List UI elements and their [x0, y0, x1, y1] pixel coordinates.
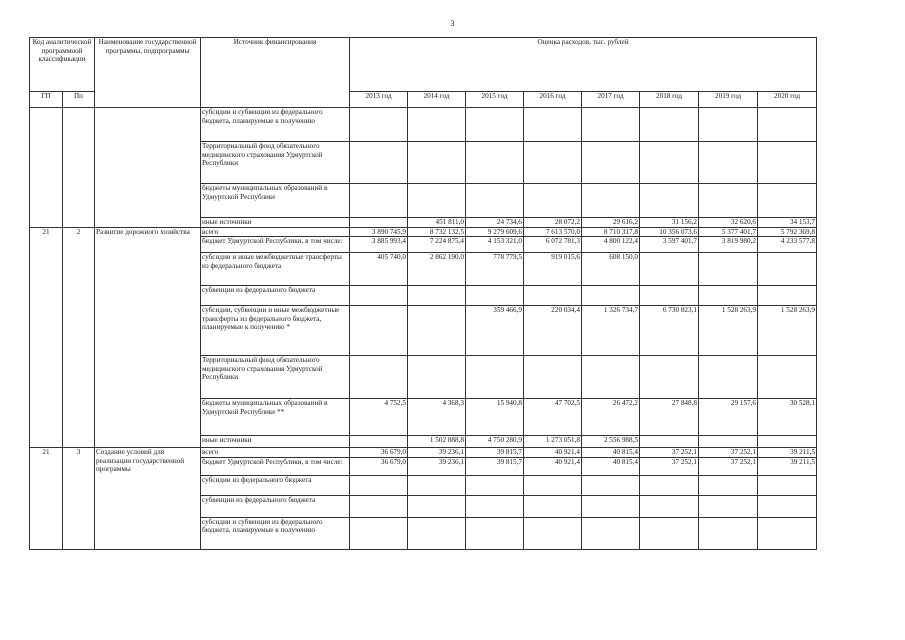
year-value: 39 211,5 — [758, 448, 817, 458]
year-value: 40 921,4 — [524, 448, 582, 458]
funding-source: субсидии и субвенции из федерального бюджета, планируемые к получению — [201, 108, 350, 142]
year-value: 4 153 321,0 — [466, 237, 524, 253]
funding-source: субсидии из федерального бюджета — [201, 475, 350, 495]
year-value: 37 252,1 — [699, 457, 758, 475]
year-value — [758, 517, 817, 549]
year-value — [350, 286, 408, 306]
year-value: 15 940,8 — [466, 399, 524, 436]
year-value — [640, 436, 699, 448]
year-value: 8 732 132,5 — [408, 227, 466, 237]
funding-source: бюджеты муниципальных образований в Удмуртской Республике ** — [201, 399, 350, 436]
year-value: 7 613 570,0 — [524, 227, 582, 237]
year-value — [524, 108, 582, 142]
year-value — [466, 286, 524, 306]
funding-source: бюджеты муниципальных образований в Удмуртской Республике — [201, 184, 350, 218]
year-value: 9 279 609,6 — [466, 227, 524, 237]
year-value: 1 326 734,7 — [582, 306, 640, 356]
year-value — [408, 286, 466, 306]
year-value: 2 556 988,5 — [582, 436, 640, 448]
year-value: 451 811,0 — [408, 218, 466, 228]
year-value — [582, 184, 640, 218]
year-value — [466, 184, 524, 218]
year-value: 2 862 190,0 — [408, 253, 466, 286]
year-value — [699, 108, 758, 142]
year-value: 919 015,6 — [524, 253, 582, 286]
year-value: 778 779,5 — [466, 253, 524, 286]
header-code-group: Код аналитической программной классификации — [30, 38, 95, 92]
year-value — [350, 495, 408, 517]
year-value: 47 702,5 — [524, 399, 582, 436]
program-name: Развитие дорожного хозяйства — [95, 227, 201, 448]
year-value: 4 800 122,4 — [582, 237, 640, 253]
funding-source: субвенции из федерального бюджета — [201, 495, 350, 517]
year-value — [640, 517, 699, 549]
year-value — [640, 142, 699, 184]
year-value — [524, 356, 582, 399]
program-name: Создание условий для реализации государственной программы — [95, 448, 201, 550]
funding-source: всего — [201, 448, 350, 458]
table-row — [30, 108, 817, 142]
year-value — [466, 475, 524, 495]
year-value: 40 815,4 — [582, 448, 640, 458]
year-value: 37 252,1 — [640, 457, 699, 475]
year-value: 27 848,8 — [640, 399, 699, 436]
year-value: 39 236,1 — [408, 457, 466, 475]
year-value: 39 815,7 — [466, 448, 524, 458]
year-value — [582, 286, 640, 306]
year-value — [408, 184, 466, 218]
year-value — [408, 356, 466, 399]
year-value: 359 466,9 — [466, 306, 524, 356]
year-value — [408, 142, 466, 184]
year-value — [466, 108, 524, 142]
year-value — [699, 286, 758, 306]
year-value: 1 528 263,9 — [699, 306, 758, 356]
table-body — [30, 108, 817, 550]
year-value: 5 792 369,8 — [758, 227, 817, 237]
funding-source: субсидии и субвенции из федерального бюджета, планируемые к получению — [201, 517, 350, 549]
program-name — [95, 108, 201, 228]
year-value: 36 679,0 — [350, 457, 408, 475]
year-value — [408, 517, 466, 549]
pp-code: 3 — [63, 448, 95, 550]
header-year: 2014 год — [408, 92, 466, 108]
year-value — [640, 253, 699, 286]
year-value — [758, 356, 817, 399]
header-estimate: Оценка расходов, тыс. рублей — [350, 38, 817, 92]
year-value — [699, 436, 758, 448]
expenditure-table — [29, 37, 817, 550]
year-value — [699, 517, 758, 549]
funding-source: Территориальный фонд обязательного медицинского страхования Удмуртской Республики — [201, 142, 350, 184]
year-value: 10 356 073,6 — [640, 227, 699, 237]
year-value — [699, 253, 758, 286]
year-value: 8 710 317,8 — [582, 227, 640, 237]
year-value: 5 377 401,7 — [699, 227, 758, 237]
header-source: Источник финансирования — [201, 38, 350, 108]
gp-code: 21 — [30, 448, 63, 550]
year-value — [699, 356, 758, 399]
year-value — [758, 495, 817, 517]
year-value — [524, 184, 582, 218]
year-value: 1 273 051,8 — [524, 436, 582, 448]
year-value — [350, 108, 408, 142]
year-value: 3 819 980,2 — [699, 237, 758, 253]
year-value: 40 815,4 — [582, 457, 640, 475]
year-value — [758, 184, 817, 218]
year-value — [582, 108, 640, 142]
header-pp: Пп — [63, 92, 95, 108]
year-value — [758, 475, 817, 495]
header-year: 2015 год — [466, 92, 524, 108]
year-value — [466, 495, 524, 517]
header-year: 2016 год — [524, 92, 582, 108]
year-value: 4 233 577,8 — [758, 237, 817, 253]
year-value: 32 620,6 — [699, 218, 758, 228]
year-value: 29 157,6 — [699, 399, 758, 436]
header-gp: ГП — [30, 92, 63, 108]
year-value — [640, 286, 699, 306]
year-value — [350, 184, 408, 218]
year-value — [640, 108, 699, 142]
year-value — [758, 286, 817, 306]
funding-source: иные источники — [201, 218, 350, 228]
year-value — [582, 356, 640, 399]
year-value: 1 502 888,8 — [408, 436, 466, 448]
year-value — [350, 475, 408, 495]
year-value — [350, 218, 408, 228]
year-value: 3 597 401,7 — [640, 237, 699, 253]
year-value: 1 528 263,9 — [758, 306, 817, 356]
year-value — [408, 108, 466, 142]
year-value: 39 815,7 — [466, 457, 524, 475]
year-value — [466, 356, 524, 399]
year-value: 4 368,3 — [408, 399, 466, 436]
year-value: 28 072,2 — [524, 218, 582, 228]
year-value: 608 150,0 — [582, 253, 640, 286]
year-value: 7 224 875,4 — [408, 237, 466, 253]
year-value: 6 730 823,1 — [640, 306, 699, 356]
gp-code — [30, 108, 63, 228]
year-value: 39 236,1 — [408, 448, 466, 458]
header-year: 2013 год — [350, 92, 408, 108]
year-value — [408, 475, 466, 495]
year-value: 4 752,5 — [350, 399, 408, 436]
year-value — [758, 108, 817, 142]
year-value: 405 740,0 — [350, 253, 408, 286]
funding-source: иные источники — [201, 436, 350, 448]
header-year: 2019 год — [699, 92, 758, 108]
year-value — [640, 495, 699, 517]
year-value — [408, 306, 466, 356]
header-year: 2020 год — [758, 92, 817, 108]
year-value — [758, 253, 817, 286]
year-value — [524, 495, 582, 517]
year-value — [350, 306, 408, 356]
year-value — [350, 517, 408, 549]
year-value: 30 528,1 — [758, 399, 817, 436]
year-value — [640, 356, 699, 399]
funding-source: субвенции из федерального бюджета — [201, 286, 350, 306]
header-year: 2018 год — [640, 92, 699, 108]
year-value — [350, 436, 408, 448]
year-value: 31 156,2 — [640, 218, 699, 228]
year-value: 37 252,1 — [699, 448, 758, 458]
year-value — [582, 142, 640, 184]
year-value: 4 750 280,9 — [466, 436, 524, 448]
pp-code — [63, 108, 95, 228]
year-value — [758, 142, 817, 184]
year-value — [524, 286, 582, 306]
year-value — [524, 475, 582, 495]
year-value — [350, 142, 408, 184]
pp-code: 2 — [63, 227, 95, 448]
year-value — [466, 142, 524, 184]
funding-source: бюджет Удмуртской Республики, в том числе: — [201, 237, 350, 253]
year-value: 40 921,4 — [524, 457, 582, 475]
year-value — [466, 517, 524, 549]
year-value: 37 252,1 — [640, 448, 699, 458]
year-value — [758, 436, 817, 448]
gp-code: 21 — [30, 227, 63, 448]
header-name: Наименование государственной программы, подпрограммы — [95, 38, 201, 108]
funding-source: Территориальный фонд обязательного медицинского страхования Удмуртской Республики — [201, 356, 350, 399]
year-value — [350, 356, 408, 399]
year-value: 3 885 993,4 — [350, 237, 408, 253]
year-value — [582, 495, 640, 517]
year-value — [640, 475, 699, 495]
year-value: 6 072 781,3 — [524, 237, 582, 253]
year-value — [408, 495, 466, 517]
year-value — [699, 184, 758, 218]
year-value: 220 034,4 — [524, 306, 582, 356]
year-value — [699, 495, 758, 517]
year-value: 26 472,2 — [582, 399, 640, 436]
table-row — [30, 448, 817, 458]
year-value: 29 616,2 — [582, 218, 640, 228]
header-year: 2017 год — [582, 92, 640, 108]
year-value — [582, 517, 640, 549]
year-value: 36 679,0 — [350, 448, 408, 458]
funding-source: бюджет Удмуртской Республики, в том числе: — [201, 457, 350, 475]
funding-source: субсидии, субвенции и иные межбюджетные трансферты из федерального бюджета, планируемые к получению * — [201, 306, 350, 356]
year-value — [640, 184, 699, 218]
year-value — [524, 517, 582, 549]
year-value — [524, 142, 582, 184]
year-value: 3 890 745,9 — [350, 227, 408, 237]
year-value: 34 153,7 — [758, 218, 817, 228]
table-row — [30, 227, 817, 237]
funding-source: субсидии и иные межбюджетные трансферты из федерального бюджета — [201, 253, 350, 286]
year-value: 24 734,6 — [466, 218, 524, 228]
year-value: 39 211,5 — [758, 457, 817, 475]
year-value — [699, 142, 758, 184]
funding-source: всего — [201, 227, 350, 237]
page-number: 3 — [450, 19, 455, 28]
table-header — [30, 38, 817, 108]
year-value — [699, 475, 758, 495]
year-value — [582, 475, 640, 495]
